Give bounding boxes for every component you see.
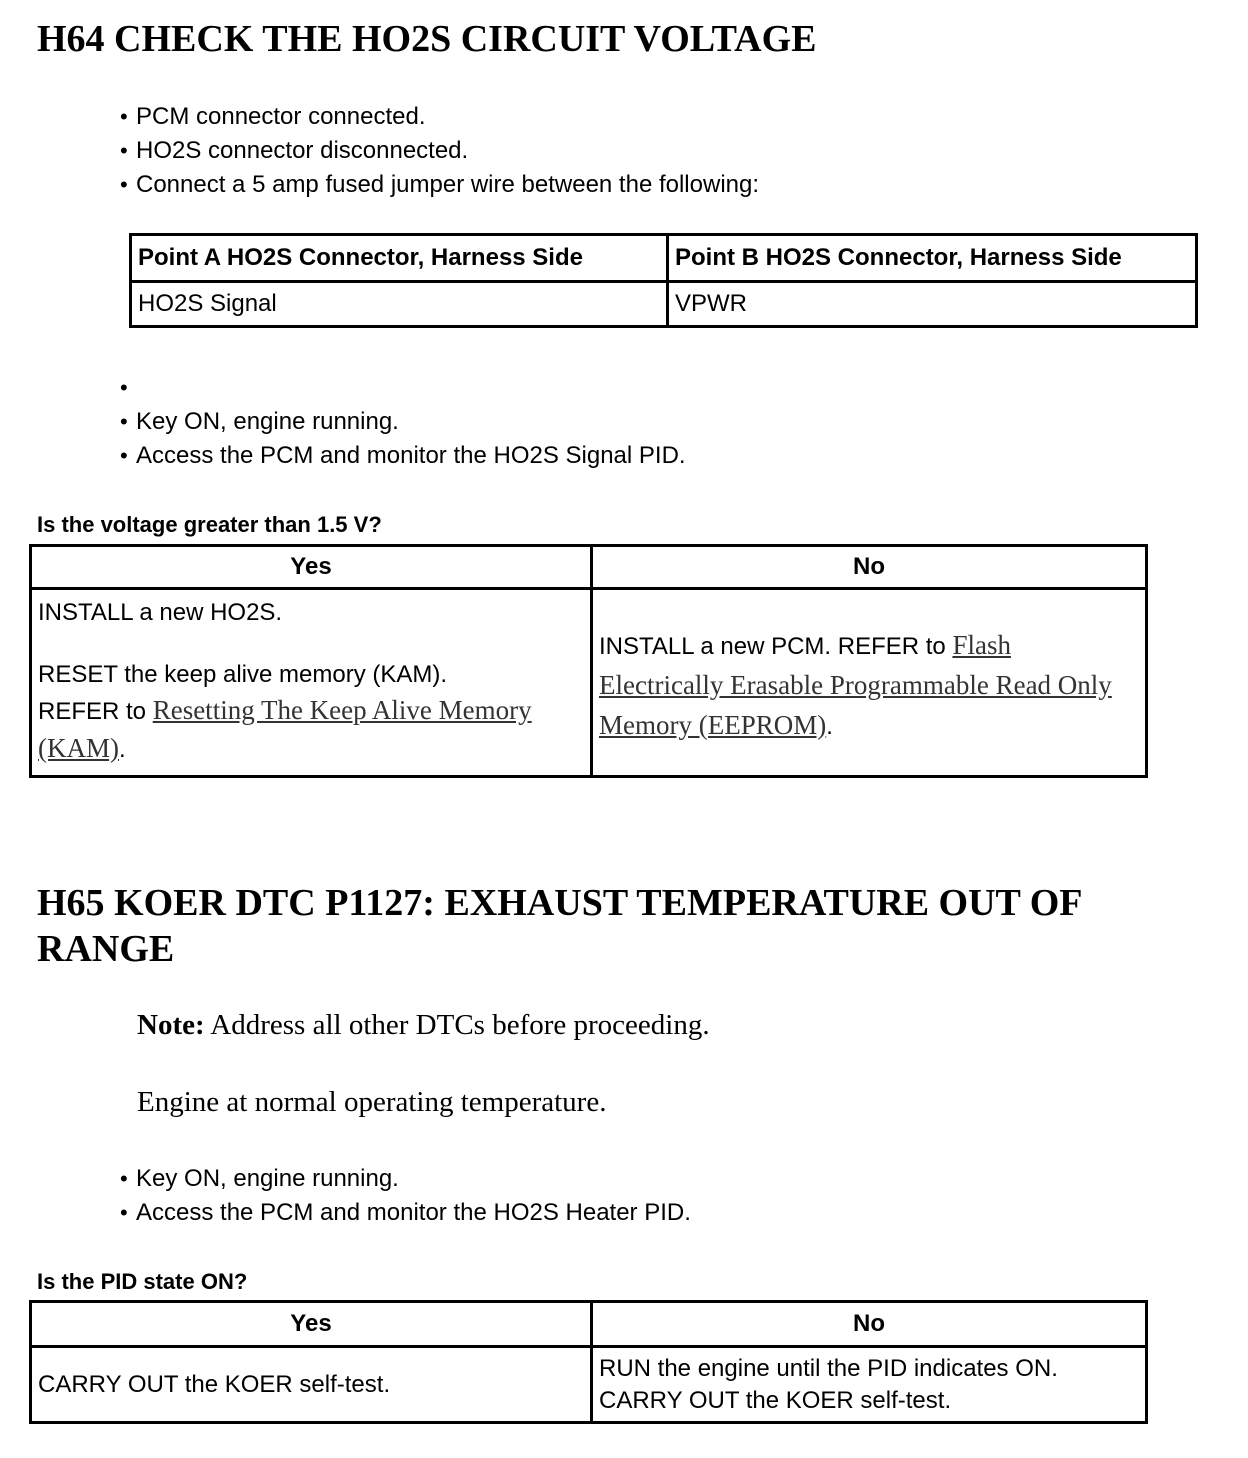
table-row [131,282,1197,327]
h65-decision-table [29,1300,1148,1424]
h65-question: Is the PID state ON? [37,1269,248,1294]
h65-title: H65 KOER DTC P1127: EXHAUST TEMPERATURE OUT OF RANGE [37,882,1082,970]
no-cell [592,1347,1147,1423]
list-item [120,371,686,405]
column-header-point-a: Point A HO2S Connector, Harness Side [131,235,668,282]
h65-condition: Engine at normal operating temperature. [137,1086,607,1118]
no-header: No [592,1302,1147,1347]
yes-line-1: INSTALL a new HO2S. [38,599,283,626]
no-cell [592,589,1147,777]
list-item: • Access the PCM and monitor the HO2S Signal PID. [120,439,686,473]
yes-refer-text: REFER to [38,698,153,725]
list-item: • HO2S connector disconnected. [120,134,759,168]
column-header-point-b: Point B HO2S Connector, Harness Side [668,235,1197,282]
table-row [31,589,1147,777]
period: . [119,736,126,763]
yes-refer-line [38,692,584,768]
period: . [826,712,833,740]
table-header-row [31,546,1147,589]
resetting-kam-link[interactable]: Resetting The Keep Alive Memory (KAM) [38,695,532,763]
yes-line-2: RESET the keep alive memory (KAM). [38,661,448,688]
h64-test-list [120,371,686,473]
cell-point-b: VPWR [668,282,1197,327]
h64-decision-table [29,544,1148,778]
table-row [31,1347,1147,1423]
note-text: Address all other DTCs before proceeding. [204,1009,710,1041]
list-item: • Key ON, engine running. [120,405,686,439]
h64-title: H64 CHECK THE HO2S CIRCUIT VOLTAGE [37,18,817,60]
no-text-block [599,626,1139,746]
list-item: • Key ON, engine running. [120,1162,691,1196]
yes-header: Yes [31,546,592,589]
connector-table [129,233,1198,328]
h65-note [137,1009,710,1042]
flash-eeprom-link[interactable]: Flash Electrically Erasable Programmable Read Only Memory (EEPROM) [599,629,1112,740]
no-line-2: CARRY OUT the KOER self-test. [599,1386,952,1414]
table-header-row [131,235,1197,282]
cell-point-a: HO2S Signal [131,282,668,327]
table-header-row [31,1302,1147,1347]
yes-cell: CARRY OUT the KOER self-test. [31,1347,592,1423]
h64-setup-list [120,100,759,202]
note-label: Note: [137,1009,205,1041]
h64-question: Is the voltage greater than 1.5 V? [37,512,382,537]
h65-test-list [120,1162,691,1230]
yes-header: Yes [31,1302,592,1347]
no-line-1: RUN the engine until the PID indicates ON. [599,1354,1058,1382]
no-text: INSTALL a new PCM. REFER to [599,632,953,660]
yes-cell [31,589,592,777]
no-header: No [592,546,1147,589]
list-item: • PCM connector connected. [120,100,759,134]
list-item: • Access the PCM and monitor the HO2S Heater PID. [120,1196,691,1230]
list-item: • Connect a 5 amp fused jumper wire between the following: [120,168,759,202]
